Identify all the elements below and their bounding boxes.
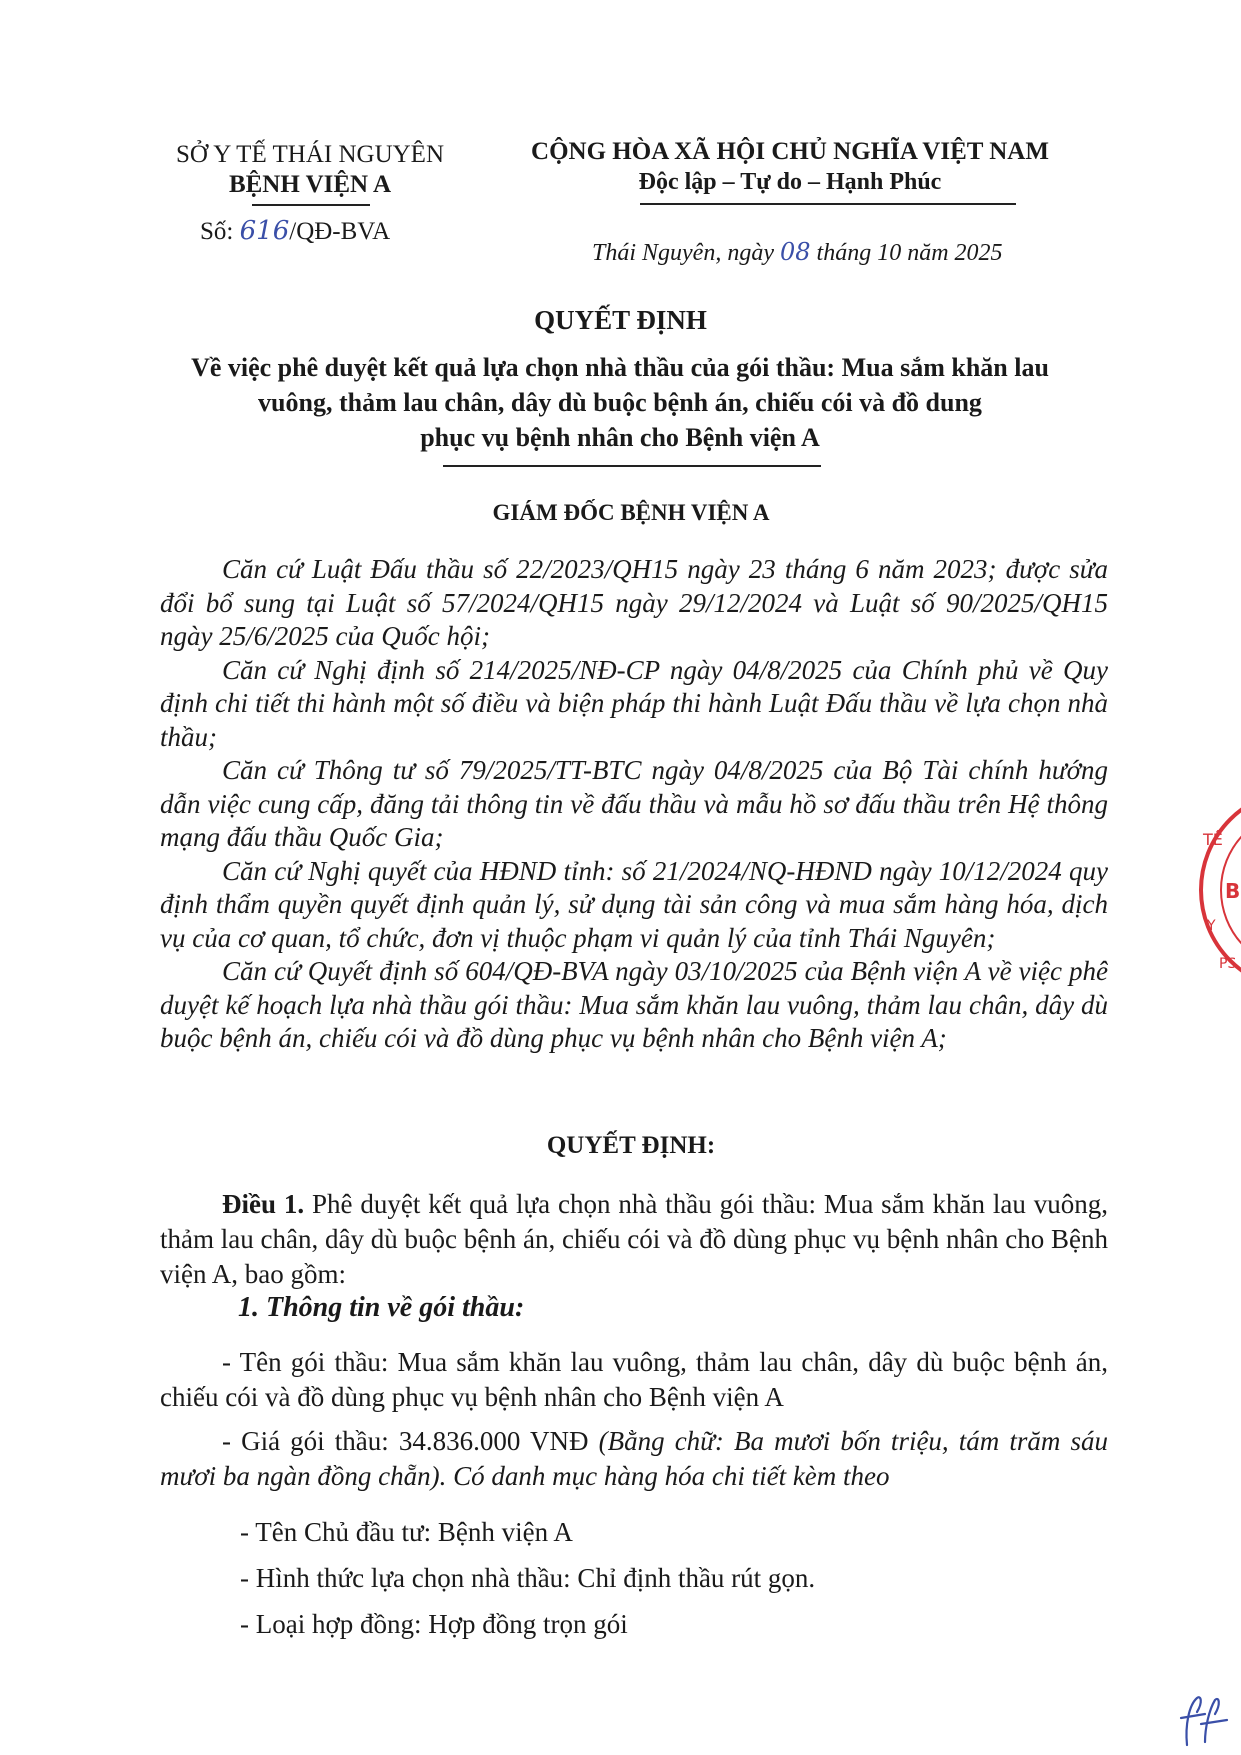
- investor: - Tên Chủ đầu tư: Bệnh viện A: [240, 1517, 573, 1547]
- stamp-text-4: PS: [1219, 956, 1237, 972]
- agency-line-1: SỞ Y TẾ THÁI NGUYÊN: [175, 141, 445, 168]
- number-suffix: /QĐ-BVA: [289, 218, 391, 245]
- signature-initials-icon: [1175, 1690, 1235, 1750]
- subject-line-2: vuông, thảm lau chân, dây dù buộc bệnh án, chiếu cói và đồ dung: [258, 388, 982, 417]
- article-1-label: Điều 1.: [222, 1189, 305, 1219]
- stamp-text-2: B: [1225, 879, 1241, 903]
- package-name: [160, 1345, 1108, 1415]
- legal-bases: [160, 553, 1108, 1056]
- date-prefix: Thái Nguyên, ngày: [592, 240, 774, 266]
- stamp-text-1: TẾ: [1203, 830, 1223, 849]
- package-name-text: - Tên gói thầu: Mua sắm khăn lau vuông, thảm lau chân, dây dù buộc bệnh án, chiếu cói và đồ dùng phục vụ bệnh nhân cho Bệnh viện A: [160, 1347, 1108, 1412]
- subject-line-1: Về việc phê duyệt kết quả lựa chọn nhà thầu của gói thầu: Mua sắm khăn lau: [191, 353, 1049, 382]
- subject-line-3: phục vụ bệnh nhân cho Bệnh viện A: [420, 423, 820, 452]
- stamp-icon: [1181, 790, 1241, 990]
- selection-method: - Hình thức lựa chọn nhà thầu: Chỉ định thầu rút gọn.: [240, 1563, 816, 1593]
- agency-name: [150, 140, 470, 200]
- motto-underline: [640, 203, 1016, 205]
- package-price: [160, 1424, 1108, 1494]
- number-prefix: Số:: [200, 218, 234, 245]
- section-1-title: 1. Thông tin về gói thầu:: [238, 1292, 525, 1323]
- article-1: [160, 1187, 1108, 1292]
- basis-4: Căn cứ Nghị quyết của HĐND tỉnh: số 21/2024/NQ-HĐND ngày 10/12/2024 quy định thẩm quyền quyết định quản lý, sử dụng tài sản công và mua sắm hàng hóa, dịch vụ của cơ quan, tổ chức, đơn vị thuộc phạm vi quản lý của tỉnh Thái Nguyên;: [160, 855, 1108, 953]
- article-1-text: Phê duyệt kết quả lựa chọn nhà thầu gói thầu: Mua sắm khăn lau vuông, thảm lau chân, dây dù buộc bệnh án, chiếu cói và đồ dùng phục vụ bệnh nhân cho Bệnh viện A, bao gồm:: [160, 1189, 1109, 1289]
- title-underline: [443, 465, 821, 467]
- agency-underline: [252, 204, 370, 206]
- price-label: - Giá gói thầu: 34.836.000 VNĐ: [222, 1426, 589, 1456]
- stamp-text-3: Y: [1207, 918, 1216, 934]
- number-handwritten: 616: [239, 216, 290, 246]
- decision-heading: QUYẾT ĐỊNH:: [546, 1132, 716, 1159]
- date-day-handwritten: 08: [779, 238, 811, 266]
- basis-3: Căn cứ Thông tư số 79/2025/TT-BTC ngày 04/8/2025 của Bộ Tài chính hướng dẫn việc cung cấp, đăng tải thông tin về đấu thầu và mẫu hồ sơ đấu thầu trên Hệ thông mạng đấu thầu Quốc Gia;: [160, 755, 1108, 852]
- authority-heading: GIÁM ĐỐC BỆNH VIỆN A: [492, 500, 770, 525]
- basis-5: Căn cứ Quyết định số 604/QĐ-BVA ngày 03/10/2025 của Bệnh viện A về việc phê duyệt kế hoạch lựa nhà thầu gói thầu: Mua sắm khăn lau vuông, thảm lau chân, dây dù buộc bệnh án, chiếu cói và đồ dùng phục vụ bệnh nhân cho Bệnh viện A;: [160, 956, 1108, 1053]
- price-words: (Bằng chữ: Ba mươi bốn triệu, tám trăm sáu mươi ba ngàn đồng chẵn). Có danh mục hàng hóa chi tiết kèm theo: [160, 1426, 1109, 1491]
- decision-subject: [140, 350, 1100, 455]
- document-date: [592, 236, 1003, 269]
- country-line-1: CỘNG HÒA XÃ HỘI CHỦ NGHĨA VIỆT NAM: [531, 138, 1049, 165]
- basis-2: Căn cứ Nghị định số 214/2025/NĐ-CP ngày 04/8/2025 của Chính phủ về Quy định chi tiết thi hành một số điều và biện pháp thi hành Luật Đấu thầu về lựa chọn nhà thầu;: [160, 654, 1108, 752]
- contract-type: - Loại hợp đồng: Hợp đồng trọn gói: [240, 1609, 628, 1639]
- date-suffix: tháng 10 năm 2025: [816, 240, 1003, 266]
- country-line-2: Độc lập – Tự do – Hạnh Phúc: [638, 169, 942, 195]
- agency-line-2: BỆNH VIỆN A: [228, 171, 392, 198]
- decision-title: QUYẾT ĐỊNH: [534, 305, 707, 335]
- document-number: [200, 214, 390, 249]
- basis-1: Căn cứ Luật Đấu thầu số 22/2023/QH15 ngày 23 tháng 6 năm 2023; được sửa đổi bổ sung tại Luật số 57/2024/QH15 ngày 29/12/2024 và Luật số 90/2025/QH15 ngày 25/6/2025 của Quốc hội;: [160, 554, 1108, 651]
